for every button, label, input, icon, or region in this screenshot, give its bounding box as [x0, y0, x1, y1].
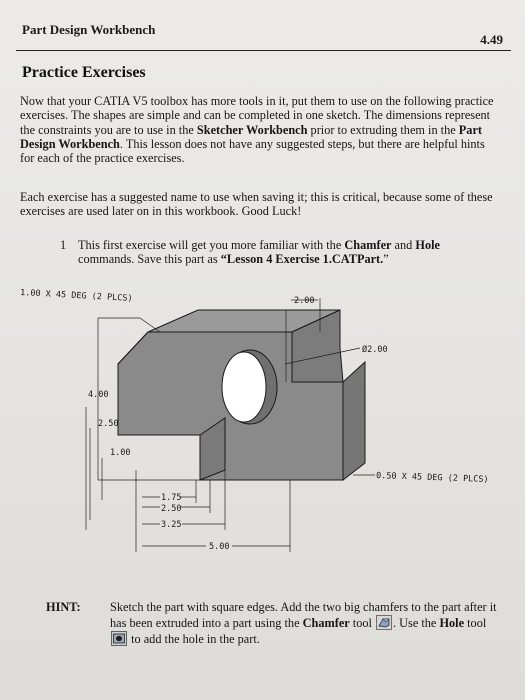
dim-length-500: 5.00 [209, 542, 230, 552]
intro-bold-part-design: Part Design Workbench [20, 122, 482, 151]
hole-opening [222, 352, 266, 422]
exercise-text-1: This first exercise will get you more familiar with the [78, 238, 345, 252]
dim-height-250: 2.50 [98, 419, 119, 429]
intro-text-1: Now that your CATIA V5 toolbox has more tools in it, put them to use on the following practice exercises. The shapes are simple and can be completed in one sketch. The dimensions represent the constraints you are to use in the [20, 94, 494, 137]
exercise-text-2: and [391, 238, 416, 252]
hint-label: HINT: [46, 600, 81, 614]
hint-text-2: tool [349, 616, 376, 630]
dim-length-325: 3.25 [161, 520, 182, 530]
exercise-bold-chamfer: Chamfer [344, 238, 392, 252]
intro-text-3: . This lesson does not have any suggested steps, but there are helpful hints for each of the practice exercises. [20, 136, 485, 166]
chamfer-tool-icon [376, 615, 392, 630]
exercise-text-3: commands. Save this part as [78, 252, 221, 267]
exercise-text [78, 238, 498, 267]
naming-paragraph: Each exercise has a suggested name to use when saving it; this is critical, because some of these exercises are used later on in this workbook. Good Luck! [20, 190, 493, 219]
hint-text [110, 600, 500, 647]
dim-hole-diameter: Ø2.00 [362, 345, 388, 355]
dim-chamfer-top: 1.00 X 45 DEG (2 PLCS) [19, 288, 133, 304]
hint-text-3: . Use the [393, 616, 440, 630]
intro-paragraph [20, 94, 498, 165]
running-header-title: Part Design Workbench [22, 22, 156, 37]
dim-length-250: 2.50 [161, 504, 182, 514]
dim-width-top: 2.00 [294, 296, 315, 306]
exercise-bold-hole: Hole [415, 238, 440, 252]
exercise-bold-filename: “Lesson 4 Exercise 1.CATPart. [220, 252, 384, 267]
hint-bold-hole: Hole [439, 616, 465, 630]
hint-text-5: to add the hole in the part. [128, 632, 260, 646]
hint-bold-chamfer: Chamfer [302, 616, 350, 630]
hole-tool-icon [111, 631, 127, 646]
page-number: 4.49 [480, 32, 503, 47]
intro-bold-sketcher: Sketcher Workbench [196, 122, 308, 137]
dim-height-100: 1.00 [110, 448, 131, 458]
exercise-text-4: ” [383, 252, 389, 267]
hint-text-1: Sketch the part with square edges. Add the two big chamfers to the part after it has been extruded into a part using the [110, 600, 497, 630]
dim-height-400: 4.00 [88, 390, 109, 400]
hint-text-4: tool [464, 616, 487, 630]
section-title: Practice Exercises [22, 64, 146, 81]
exercise-drawing [0, 270, 525, 595]
intro-text-2: prior to extruding them in the [307, 122, 459, 137]
dim-chamfer-bottom: 0.50 X 45 DEG (2 PLCS) [375, 471, 489, 485]
header-rule [16, 50, 511, 51]
exercise-number: 1 [60, 238, 67, 252]
dim-length-175: 1.75 [161, 493, 182, 503]
part-right-face [343, 362, 365, 480]
